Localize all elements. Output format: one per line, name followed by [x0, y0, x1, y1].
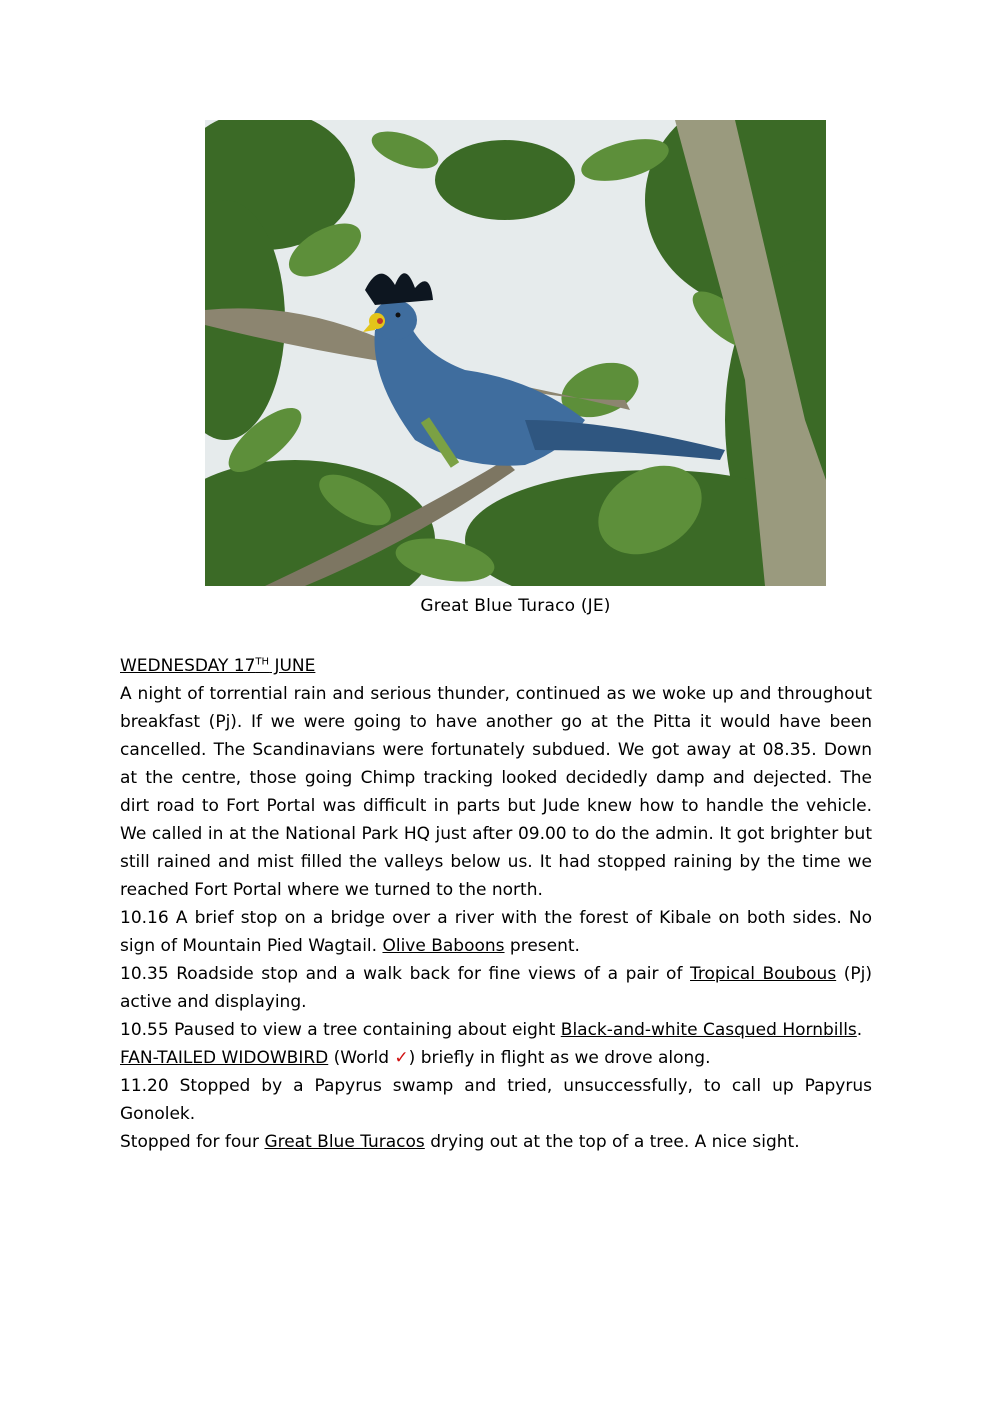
p7-text-end: drying out at the top of a tree. A nice sight. — [424, 1132, 800, 1152]
paragraph-5 — [120, 1044, 872, 1072]
check-icon: ✓ — [394, 1048, 409, 1068]
p2-text: 10.16 A brief stop on a bridge over a river with the forest of Kibale on both sides. No sign of Mountain Pied Wagtail. — [120, 908, 872, 956]
paragraph-7 — [120, 1128, 872, 1156]
paragraph-3 — [120, 960, 872, 1016]
p7-text: Stopped for four — [120, 1132, 265, 1152]
species-hornbills: Black-and-white Casqued Hornbills — [560, 1020, 857, 1040]
p4-text: 10.55 Paused to view a tree containing about eight — [120, 1020, 561, 1040]
p2-text-end: present. — [504, 936, 580, 956]
p4-text-end: . — [856, 1020, 863, 1040]
species-great-blue-turacos: Great Blue Turacos — [264, 1132, 425, 1152]
paragraph-6: 11.20 Stopped by a Papyrus swamp and tried, unsuccessfully, to call up Papyrus Gonolek. — [120, 1076, 872, 1124]
photo-caption: Great Blue Turaco (JE) — [420, 596, 611, 616]
heading-day: WEDNESDAY 17 — [120, 656, 256, 676]
paragraph-1: A night of torrential rain and serious thunder, continued as we woke up and throughout breakfast (Pj). If we were going to have another go at the Pitta it would have been cancelled. The Scandinavians were fortunately subdued. We got away at 08.35. Down at the centre, those going Chimp tracking looked decidedly damp and dejected. The dirt road to Fort Portal was difficult in parts but Jude knew how to handle the vehicle. We called in at the National Park HQ just after 09.00 to do the admin. It got brighter but still rained and mist filled the valleys below us. It had stopped raining by the time we reached Fort Portal where we turned to the north. — [120, 684, 872, 900]
heading-sup: TH — [255, 656, 270, 668]
p5-text: (World — [328, 1048, 395, 1068]
diary-body — [120, 652, 872, 1156]
species-tropical-boubous: Tropical Boubous — [690, 964, 837, 984]
p5-text-end: ) briefly in flight as we drove along. — [408, 1048, 711, 1068]
p3-text: 10.35 Roadside stop and a walk back for fine views of a pair of — [120, 964, 691, 984]
day-heading — [120, 652, 872, 680]
p3-text-end: (Pj) active and displaying. — [120, 964, 872, 1012]
species-fan-tailed-widowbird: FAN-TAILED WIDOWBIRD — [120, 1048, 329, 1068]
paragraph-4 — [120, 1016, 872, 1044]
day-heading-text — [120, 656, 315, 676]
species-olive-baboons: Olive Baboons — [382, 936, 505, 956]
heading-month: JUNE — [269, 656, 316, 676]
paragraph-2 — [120, 904, 872, 960]
great-blue-turaco-photo — [205, 120, 826, 586]
